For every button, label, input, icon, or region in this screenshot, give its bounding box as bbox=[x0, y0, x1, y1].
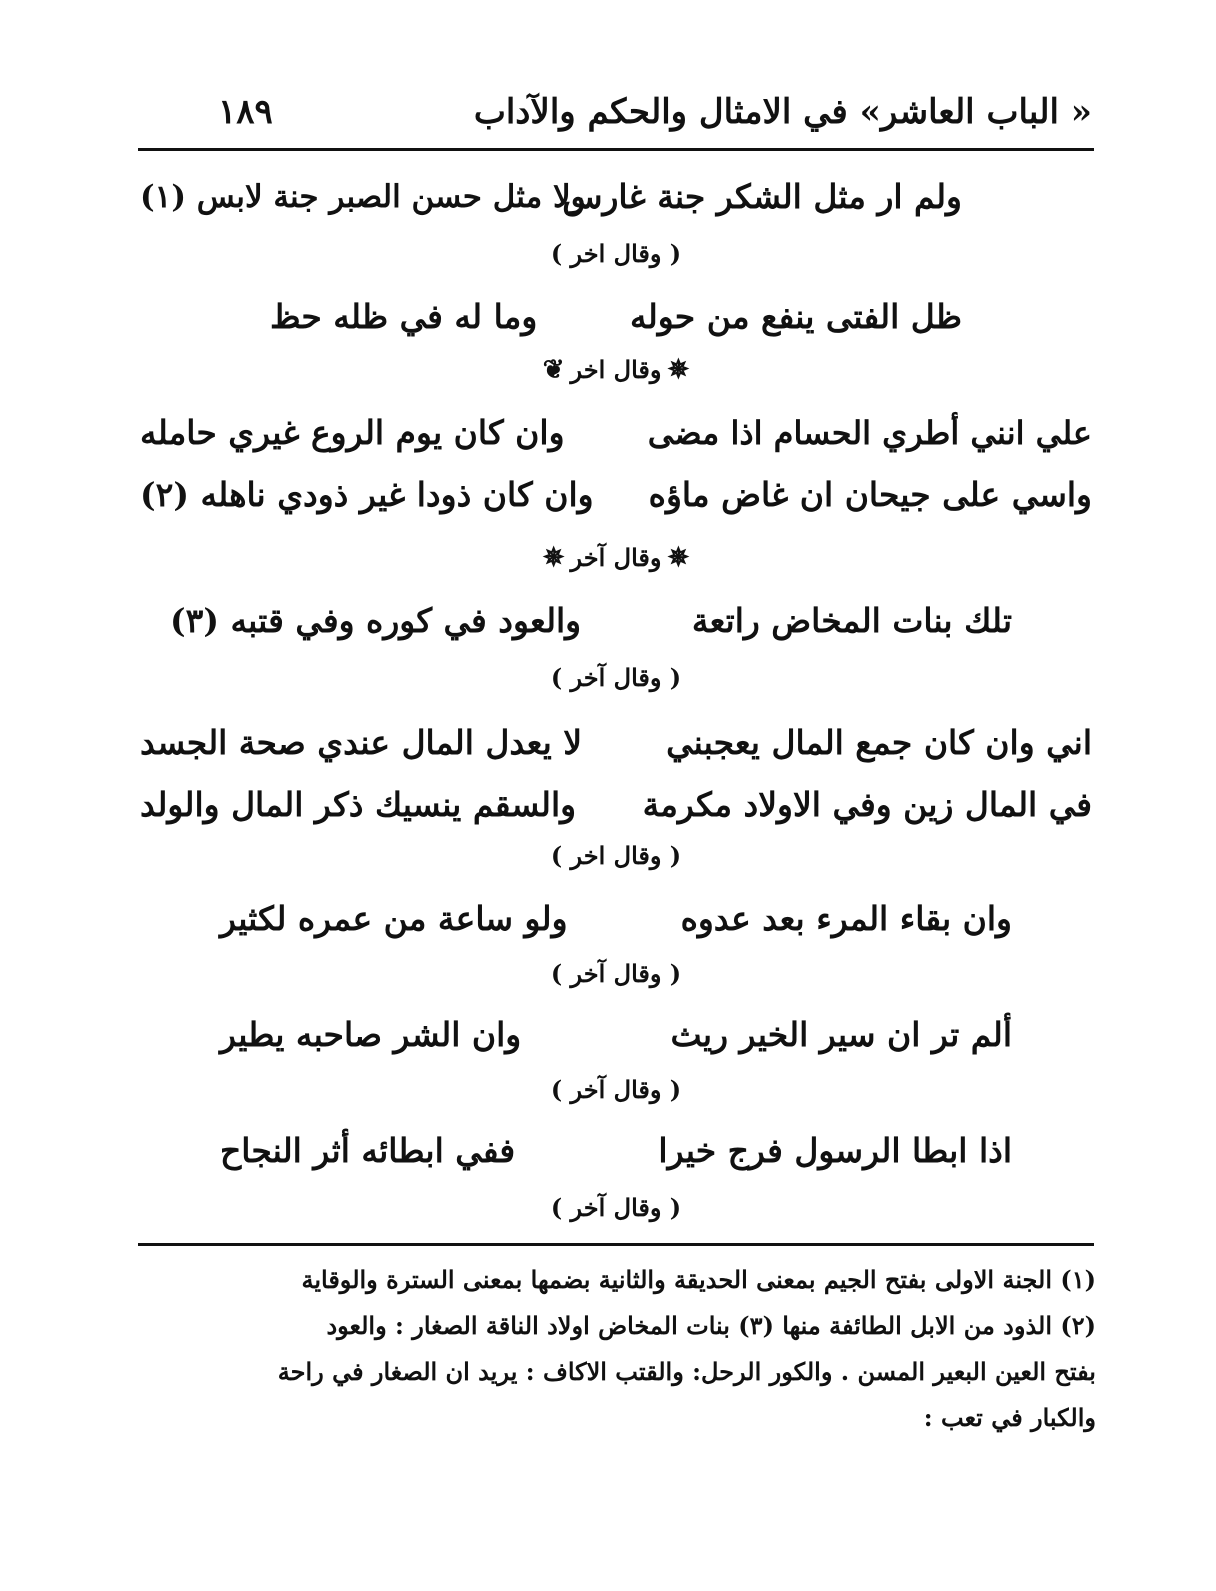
verse-second-hemistich: لا يعدل المال عندي صحة الجسد bbox=[140, 723, 583, 762]
speaker-label: ( وقال آخر ) bbox=[550, 1075, 682, 1104]
verse-second-hemistich: ففي ابطائه أثر النجاح bbox=[220, 1131, 516, 1170]
verse-second-hemistich: وان كان ذودا غير ذودي ناهله (٢) bbox=[140, 475, 594, 514]
verse-first-hemistich: في المال زين وفي الاولاد مكرمة bbox=[642, 785, 1092, 824]
footnote-line: والكبار في تعب : bbox=[923, 1403, 1096, 1432]
verse-line bbox=[140, 596, 1092, 646]
footnote-line: (٢) الذود من الابل الطائفة منها (٣) بنات المخاض اولاد الناقة الصغار : والعود bbox=[326, 1311, 1096, 1340]
verse-first-hemistich: ألم تر ان سير الخير ريث bbox=[670, 1015, 1012, 1054]
verse-second-hemistich: والسقم ينسيك ذكر المال والولد bbox=[140, 785, 577, 824]
header-rule bbox=[138, 148, 1094, 151]
verse-line bbox=[140, 780, 1092, 830]
speaker-label: ( وقال آخر ) bbox=[550, 663, 682, 692]
verse-second-hemistich: والعود في كوره وفي قتبه (٣) bbox=[170, 601, 582, 640]
page-header bbox=[140, 88, 1092, 144]
speaker-label-row bbox=[140, 540, 1092, 576]
verse-second-hemistich: وان الشر صاحبه يطير bbox=[220, 1015, 522, 1054]
verse-first-hemistich: وان بقاء المرء بعد عدوه bbox=[680, 899, 1012, 938]
speaker-label: ( وقال آخر ) bbox=[550, 1193, 682, 1222]
speaker-label: ( وقال اخر ) bbox=[550, 841, 682, 870]
star-flourish-icon: ✵ bbox=[542, 543, 565, 573]
verse-line bbox=[140, 408, 1092, 458]
verse-line bbox=[140, 470, 1092, 520]
verse-line bbox=[140, 1010, 1092, 1060]
footnote-line: (١) الجنة الاولى بفتح الجيم بمعنى الحديقة والثانية بضمها بمعنى السترة والوقاية bbox=[301, 1265, 1096, 1294]
star-flourish-icon: ✵ bbox=[667, 355, 690, 385]
speaker-label-row bbox=[140, 352, 1092, 388]
verse-line bbox=[140, 1126, 1092, 1176]
verse-second-hemistich: وان كان يوم الروع غيري حامله bbox=[140, 413, 565, 452]
verse-second-hemistich: وما له في ظله حظ bbox=[270, 297, 538, 336]
verse-first-hemistich: ظل الفتى ينفع من حوله bbox=[630, 297, 962, 336]
verse-line bbox=[140, 894, 1092, 944]
running-title: « الباب العاشر» في الامثال والحكم والآداب bbox=[473, 92, 1092, 132]
verse-line bbox=[140, 292, 1092, 342]
star-flourish-icon: ✵ bbox=[667, 543, 690, 573]
leaf-flourish-icon: ❦ bbox=[542, 355, 565, 385]
speaker-label: وقال اخر bbox=[570, 355, 662, 384]
verse-line bbox=[140, 718, 1092, 768]
page-number: ١٨٩ bbox=[218, 92, 273, 132]
verse-first-hemistich: اذا ابطا الرسول فرج خيرا bbox=[658, 1131, 1012, 1170]
speaker-label: ( وقال اخر ) bbox=[550, 239, 682, 268]
speaker-label: ( وقال آخر ) bbox=[550, 959, 682, 988]
verse-first-hemistich: واسي على جيحان ان غاض ماؤه bbox=[648, 475, 1092, 514]
verse-second-hemistich: ولا مثل حسن الصبر جنة لابس (١) bbox=[140, 179, 586, 215]
verse-line bbox=[140, 172, 1092, 222]
footnote-line: بفتح العين البعير المسن . والكور الرحل: والقتب الاكاف : يريد ان الصغار في راحة bbox=[277, 1357, 1096, 1386]
verse-first-hemistich: ولم ار مثل الشكر جنة غارس bbox=[562, 177, 962, 216]
speaker-label: وقال آخر bbox=[570, 543, 662, 572]
verse-first-hemistich: اني وان كان جمع المال يعجبني bbox=[666, 723, 1092, 762]
verse-second-hemistich: ولو ساعة من عمره لكثير bbox=[220, 899, 568, 938]
footnote-rule bbox=[138, 1243, 1094, 1246]
verse-first-hemistich: علي انني أطري الحسام اذا مضى bbox=[647, 414, 1092, 452]
verse-first-hemistich: تلك بنات المخاض راتعة bbox=[691, 601, 1012, 640]
